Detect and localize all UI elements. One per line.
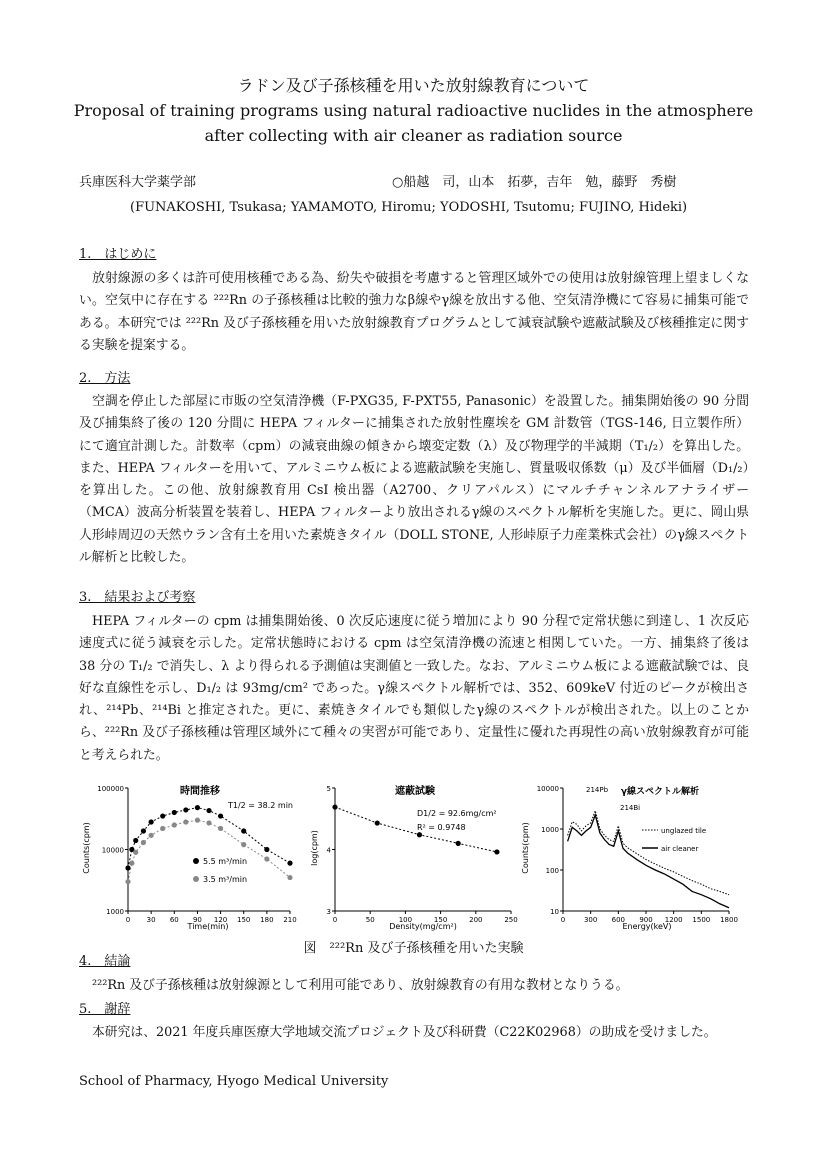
y-tick-label: 100 bbox=[545, 867, 559, 875]
chart2-title: 遮蔽試験 bbox=[395, 786, 435, 797]
data-point bbox=[149, 833, 154, 838]
section-3-text: HEPA フィルターの cpm は捕集開始後、0 次反応速度に従う増加により 90 分程で定常状態に到達し、1 次反応速度式に従う減衰を示した。定常状態時における cpm は空気清浄機の流速と相関していた。一方、捕集終了後は 38 分の T₁/₂ で消失し、λ より得られる予測値は実測値と一致した。なお、アルミニウム板による遮蔽試験では、良好な直線性を示し、D₁/₂ は 93mg/cm² であった。γ線スペクトル解析では、352、609keV 付近のピークが検出され、²¹⁴Pb、²¹⁴Bi と推定された。更に、素焼きタイルでも類似したγ線のスペクトルが検出された。以上のことから、²²²Rn 及び子孫核種は管理区域外にて種々の実習が可能であり、定量性に優れた再現性の高い放射線教育が可能と考えられた。 bbox=[79, 614, 749, 763]
section-1-heading: 1. はじめに bbox=[79, 247, 157, 262]
chart3-legend-1: unglazed tile bbox=[661, 827, 707, 835]
data-point bbox=[172, 822, 177, 827]
x-tick-label: 0 bbox=[125, 916, 131, 924]
figure-caption: 図 ²²²Rn 及び子孫核種を用いた実験 bbox=[303, 941, 524, 956]
chart1-title: 時間推移 bbox=[180, 786, 220, 797]
chart3-peak-label-1: 214Pb bbox=[586, 786, 609, 794]
chart2-xlabel: Density(mg/cm²) bbox=[389, 922, 457, 931]
section-4-heading: 4. 結論 bbox=[79, 954, 131, 969]
chart1-xlabel: Time(min) bbox=[187, 922, 229, 931]
section-2-heading: 2. 方法 bbox=[79, 371, 131, 386]
data-point bbox=[195, 805, 200, 810]
chart3-legend bbox=[642, 827, 706, 853]
chart1-legend-1: 5.5 m³/min bbox=[203, 857, 248, 866]
data-point bbox=[183, 819, 188, 824]
x-tick-label: 1200 bbox=[664, 916, 683, 924]
affiliation: 兵庫医科大学薬学部 bbox=[79, 175, 197, 190]
data-point bbox=[129, 861, 134, 866]
data-point bbox=[206, 820, 211, 825]
y-tick-label: 10000 bbox=[536, 785, 559, 793]
chart3-peak-label-2: 214Bi bbox=[620, 804, 641, 812]
data-point bbox=[456, 841, 461, 846]
x-tick-label: 0 bbox=[560, 916, 566, 924]
chart3-xlabel: Energy(keV) bbox=[622, 922, 672, 931]
data-point bbox=[332, 804, 337, 809]
data-point bbox=[287, 875, 292, 880]
x-tick-label: 180 bbox=[260, 916, 274, 924]
y-tick-label: 3 bbox=[326, 908, 331, 916]
data-point bbox=[183, 807, 188, 812]
x-tick-label: 1800 bbox=[720, 916, 738, 924]
data-point bbox=[141, 828, 146, 833]
x-tick-label: 30 bbox=[146, 916, 156, 924]
x-tick-label: 1500 bbox=[692, 916, 711, 924]
x-tick-label: 60 bbox=[169, 916, 179, 924]
section-4-text: ²²²Rn 及び子孫核種は放射線源として利用可能であり、放射線教育の有用な教材となりうる。 bbox=[92, 978, 629, 993]
chart-shielding bbox=[305, 778, 520, 933]
chart1-legend-2: 3.5 m³/min bbox=[203, 875, 248, 884]
y-tick-label: 10 bbox=[550, 908, 559, 916]
data-point bbox=[160, 813, 165, 818]
x-tick-label: 600 bbox=[611, 916, 626, 924]
data-point bbox=[125, 879, 130, 884]
chart1-legend bbox=[193, 857, 247, 884]
x-tick-label: 250 bbox=[504, 916, 518, 924]
x-tick-label: 900 bbox=[639, 916, 653, 924]
data-point bbox=[206, 808, 211, 813]
data-point bbox=[133, 838, 138, 843]
chart1-ylabel: Counts(cpm) bbox=[82, 822, 91, 874]
data-point bbox=[264, 856, 269, 861]
section-5-text: 本研究は、2021 年度兵庫医療大学地域交流プロジェクト及び科研費（C22K02968）の助成を受けました。 bbox=[92, 1025, 717, 1040]
x-tick-label: 100 bbox=[398, 916, 413, 924]
data-point bbox=[375, 820, 380, 825]
data-point bbox=[218, 813, 223, 818]
x-tick-label: 300 bbox=[583, 916, 598, 924]
data-point bbox=[172, 810, 177, 815]
chart-time-course bbox=[80, 778, 305, 933]
section-1-text: 放射線源の多くは許可使用核種である為、紛失や破損を考慮すると管理区域外での使用は放射線管理上望ましくない。空気中に存在する ²²²Rn の子孫核種は比較的強力なβ線やγ線を放出する他、空気清浄機にて容易に捕集可能である。本研究では ²²²Rn 及び子孫核種を用いた放射線教育プログラムとして減衰試験や遮蔽試験及び核種推定に関する実験を提案する。 bbox=[79, 271, 749, 353]
x-tick-label: 150 bbox=[433, 916, 448, 924]
data-point bbox=[195, 818, 200, 823]
title-ja: ラドン及び子孫核種を用いた放射線教育について bbox=[237, 76, 590, 95]
x-tick-label: 90 bbox=[192, 916, 202, 924]
chart2-ylabel: log(cpm) bbox=[310, 830, 319, 866]
data-point bbox=[160, 826, 165, 831]
section-3-heading: 3. 結果および考察 bbox=[79, 590, 196, 605]
data-point bbox=[141, 840, 146, 845]
section-2-text: 空調を停止した部屋に市販の空気清浄機（F-PXG35, F-PXT55, Panasonic）を設置した。捕集開始後の 90 分間及び捕集終了後の 120 分間に HEPA フィルターに捕集された放射性塵埃を GM 計数管（TGS-146, 日立製作所）にて適宜計測した。計数率（cpm）の減衰曲線の傾きから壊変定数（λ）及び物理学的半減期（T₁/₂）を算出した。また、HEPA フィルターを用いて、アルミニウム板による遮蔽試験を実施し、質量吸収係数（μ）及び半価層（D₁/₂）を算出した。この他、放射線教育用 CsI 検出器（A2700、クリアパルス）にマルチチャンネルアナライザー（MCA）波高分析装置を装着し、HEPA フィルターより放出されるγ線のスペクトル解析を実施した。更に、岡山県人形峠周辺の天然ウラン含有土を用いた素焼きタイル（DOLL STONE, 人形峠原子力産業株式会社）のγ線スペクトル解析と比較した。 bbox=[79, 394, 749, 566]
chart-gamma-spectrum bbox=[520, 778, 752, 933]
y-tick-label: 100000 bbox=[97, 785, 124, 793]
y-tick-label: 1000 bbox=[106, 908, 124, 916]
title-en-1: Proposal of training programs using natural radioactive nuclides in the atmosphere bbox=[73, 101, 754, 120]
chart1-annotation: T1/2 = 38.2 min bbox=[228, 801, 293, 810]
chart2-annotation-2: R² = 0.9748 bbox=[417, 823, 466, 832]
chart3-legend-2: air cleaner bbox=[661, 845, 699, 853]
footer-affiliation: School of Pharmacy, Hyogo Medical University bbox=[79, 1074, 389, 1089]
chart3-title: γ線スペクトル解析 bbox=[620, 787, 700, 797]
data-point bbox=[149, 819, 154, 824]
data-point bbox=[287, 861, 292, 866]
y-tick-label: 1000 bbox=[541, 826, 559, 834]
x-tick-label: 0 bbox=[332, 916, 338, 924]
x-tick-label: 200 bbox=[469, 916, 483, 924]
x-tick-label: 210 bbox=[283, 916, 297, 924]
x-tick-label: 150 bbox=[237, 916, 251, 924]
section-5-heading: 5. 謝辞 bbox=[79, 1002, 131, 1017]
data-point bbox=[133, 850, 138, 855]
chart2-annotation-1: D1/2 = 92.6mg/cm² bbox=[417, 809, 497, 818]
data-point bbox=[494, 849, 499, 854]
y-tick-label: 5 bbox=[326, 785, 331, 793]
authors-en: (FUNAKOSHI, Tsukasa; YAMAMOTO, Hiromu; YODOSHI, Tsutomu; FUJINO, Hideki) bbox=[130, 200, 688, 215]
data-point bbox=[125, 865, 130, 870]
y-tick-label: 4 bbox=[326, 846, 331, 855]
data-point bbox=[264, 847, 269, 852]
x-tick-label: 50 bbox=[365, 916, 375, 924]
data-point bbox=[218, 826, 223, 831]
authors-ja: ○船越 司，山本 拓夢，吉年 勉，藤野 秀樹 bbox=[392, 175, 677, 190]
data-point bbox=[241, 842, 246, 847]
data-point bbox=[417, 832, 422, 837]
chart3-ylabel: Counts(cpm) bbox=[521, 822, 530, 874]
title-en-2: after collecting with air cleaner as radiation source bbox=[204, 126, 623, 145]
data-point bbox=[241, 828, 246, 833]
x-tick-label: 120 bbox=[213, 916, 228, 924]
chart2-plot-area bbox=[327, 785, 518, 924]
y-tick-label: 10000 bbox=[101, 846, 124, 855]
